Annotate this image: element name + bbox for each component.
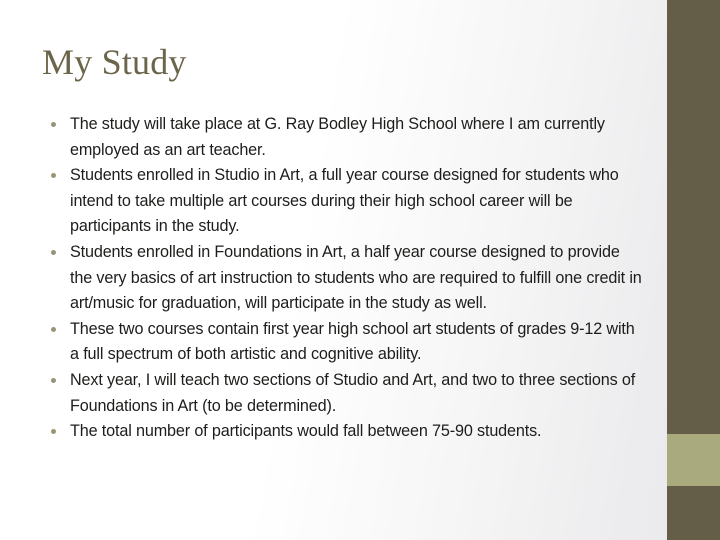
list-item [44, 112, 644, 163]
list-item [44, 419, 644, 445]
bullet-dot-icon [51, 327, 56, 332]
decorative-bar-middle [667, 434, 720, 486]
slide-bullet-list [44, 112, 644, 445]
list-item [44, 368, 644, 419]
list-item-text: Students enrolled in Studio in Art, a full year course designed for students who intend to take multiple art courses during their high school career will be participants in the study. [70, 166, 619, 236]
decorative-bar-top [667, 0, 720, 434]
bullet-dot-icon [51, 429, 56, 434]
list-item [44, 317, 644, 368]
list-item-text: The total number of participants would fall between 75-90 students. [70, 422, 542, 441]
slide-title: My Study [42, 42, 187, 82]
list-item-text: Students enrolled in Foundations in Art, a half year course designed to provide the very basics of art instruction to students who are required to fulfill one credit in art/music for graduation, will participate in the study as well. [70, 242, 642, 313]
list-item-text: These two courses contain first year high school art students of grades 9-12 with a full spectrum of both artistic and cognitive ability. [70, 319, 635, 364]
list-item-text: The study will take place at G. Ray Bodley High School where I am currently employed as an art teacher. [70, 115, 605, 159]
list-item-text: Next year, I will teach two sections of Studio and Art, and two to three sections of Foundations in Art (to be determined). [70, 370, 636, 415]
bullet-dot-icon [51, 122, 56, 127]
list-item [44, 240, 644, 317]
bullet-dot-icon [51, 378, 56, 383]
decorative-bar-bottom [667, 486, 720, 540]
bullet-dot-icon [51, 173, 56, 178]
bullet-dot-icon [51, 250, 56, 255]
list-item [44, 163, 644, 240]
